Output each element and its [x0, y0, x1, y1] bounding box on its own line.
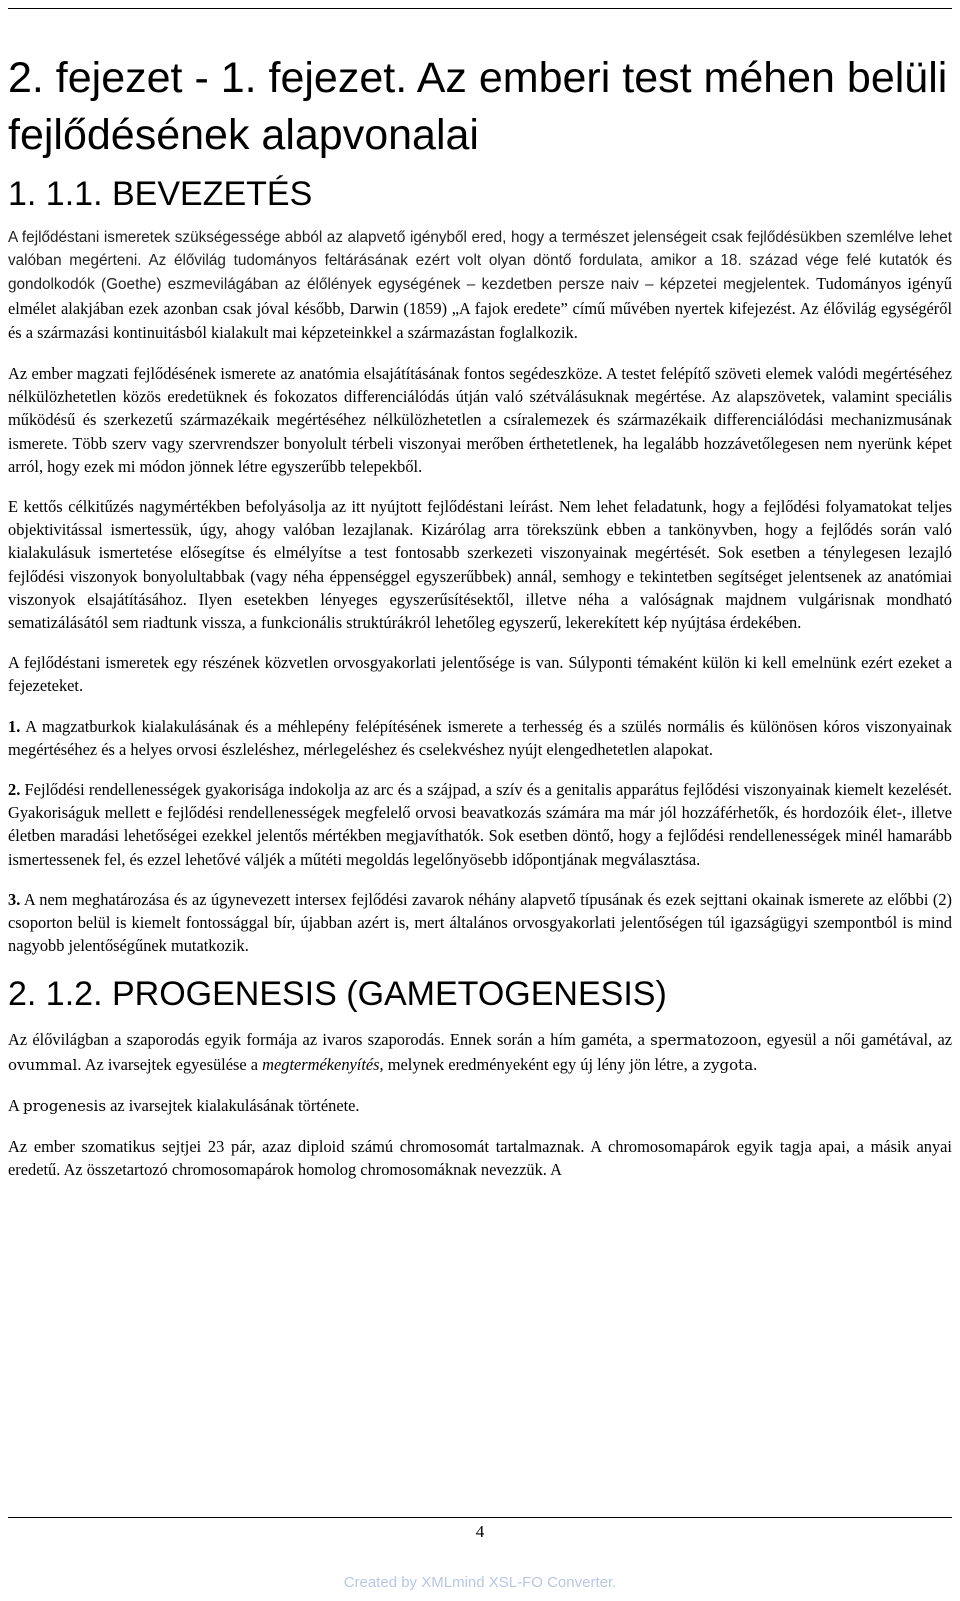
paragraph-intro-part-d: Tudományos igényű elmélet alakjában ezek azonban csak jóval később, Darwin (1859) „A fajok eredete” című művében nyertek kifejezést. Az élővilág egységéről és a származási kontinuitásból kialakult mai képzeteinkkel a származástan foglalkozik.: [8, 274, 952, 342]
list-item-3-text: A nem meghatározása és az úgynevezett intersex fejlődési zavarok néhány alapvető típusának és ezek sejttani okainak ismerete az előbbi (2) csoporton belül is kiemelt fontossággal bír, újabban azért is, mert általános orvosgyakorlati jelentőségen túl igazságügyi szempontból is mind nagyobb jelentőségűnek mutatkozik.: [8, 889, 952, 956]
term-progenesis: progenesis: [23, 1096, 107, 1115]
creator-watermark: Created by XMLmind XSL-FO Converter.: [343, 1574, 617, 1591]
list-item-3: [8, 888, 952, 958]
paragraph-intro-part-c: század vége felé kutatók és gondolkodók (Goethe) eszmevilágában az élőlények egységének – kezdetben persze naiv – képzetei megjelentek.: [8, 252, 953, 294]
list-item-2: [8, 778, 952, 871]
paragraph-intro: [8, 226, 952, 345]
list-item-2-number: 2.: [8, 780, 21, 800]
term-zygota: zygota: [703, 1055, 754, 1074]
section-heading-introduction: 1. 1.1. BEVEZETÉS: [8, 175, 313, 213]
paragraph-reproduction-part-e: .: [753, 1054, 758, 1074]
paragraph-reproduction-part-b: , egyesül a női gamétával, az: [757, 1030, 953, 1050]
paragraph-reproduction-part-a: Az élővilágban a szaporodás egyik formája az ivaros szaporodás. Ennek során a hím gaméta, a: [8, 1030, 651, 1050]
list-item-1-number: 1.: [8, 716, 21, 736]
paragraph-intro-part-b: Az élővilág tudományos feltárásának ezért volt olyan döntő fordulata, amikor a 18.: [148, 252, 742, 270]
paragraph-chromosomes: Az ember szomatikus sejtjei 23 pár, azaz diploid számú chromosomát tartalmaznak. A chromosomapárok egyik tagja apai, a másik anyai eredetű. Az összetartozó chromosomapárok homolog chromosomáknak nevezzük. A: [8, 1137, 952, 1180]
paragraph-progenesis-part-b: az ivarsejtek kialakulásának története.: [106, 1095, 360, 1115]
term-spermatozoon: spermatozoon: [650, 1031, 758, 1050]
list-item-1: [8, 715, 952, 761]
paragraph-progenesis-definition: [8, 1094, 952, 1118]
paragraph-embryology-importance: Az ember magzati fejlődésének ismerete az anatómia elsajátításának fontos segédeszköze. A testet felépítő szöveti elemek valódi megértéséhez nélkülözhetetlen közös eredetüknek és fokozatos differenciálódás útján való szétválásuknak megértése. Az alapszövetek, valamint speciális működésű és szerkezetű származékaik megértéséhez nélkülözhetetlen a csíralemezek és származékaik differenciálódási mechanizmusának ismerete. Több szerv vagy szervrendszer bonyolult térbeli viszonyai merőben érthetetlenek, ha legalább hozzávetőlegesen nem nyerünk képet arról, hogy ezek mi módon jönnek létre egyszerűbb telepekből.: [8, 364, 952, 476]
footer-rule: [8, 1517, 952, 1518]
chapter-title: 2. fejezet - 1. fejezet. Az emberi test méhen belüli fejlődésének alapvonalai: [8, 54, 948, 159]
list-item-2-text: Fejlődési rendellenességek gyakorisága indokolja az arc és a szájpad, a szív és a genitalis apparátus fejlődési viszonyainak kiemelt kezelését. Gyakoriságuk mellett e fejlődési rendellenességek megfelelő orvosi beavatkozás számára ma már jól hozzáférhetők, és hordozóik élet-, illetve életben maradási lehetőségei ezekkel jelentős mértékben megjavíthatók. Sok esetben döntő, hogy a fejlődési rendellenességek minél hamarább ismertessenek fel, és ezzel lehetővé váljék a műtéti megoldás legelőnyösebb időpontjának megválasztása.: [8, 780, 952, 869]
document-page: [8, 50, 952, 1199]
list-item-1-text: A magzatburkok kialakulásának és a méhlepény felépítésének ismerete a terhesség és a szülés normális és különösen kóros viszonyainak megértéséhez és a helyes orvosi észleléshez, mérlegeléshez és cselekvéshez nyújt elengedhetetlen alapokat.: [8, 716, 952, 759]
paragraph-reproduction-part-d: melynek eredményeként egy új lény jön létre, a: [383, 1054, 704, 1074]
list-item-3-number: 3.: [8, 889, 21, 909]
term-ovum: ovummal: [8, 1055, 78, 1074]
section-heading-progenesis: 2. 1.2. PROGENESIS (GAMETOGENESIS): [8, 975, 667, 1014]
paragraph-reproduction: [8, 1028, 952, 1076]
paragraph-reproduction-part-c: . Az ivarsejtek egyesülése a: [77, 1054, 263, 1074]
paragraph-aims: E kettős célkitűzés nagymértékben befolyásolja az itt nyújtott fejlődéstani leírást. Nem lehet feladatunk, hogy a fejlődési folyamatokat teljes objektivitással ismertessük, úgy, ahogy valóban lezajlanak. Kizárólag arra törekszünk ebben a tankönyvben, hogy a fejlődés során való kialakulásuk ismertetése elősegítse és elmélyítse a test fontosabb szerkezeti viszonyainak megértését. Sok esetben a ténylegesen lezajló fejlődési viszonyok bonyolultabbak (vagy néha éppenséggel egyszerűbbek) annál, semhogy e tekintetben segítséget jelentsenek az anatómiai viszonyok elsajátításához. Ilyen esetekben lényeges egyszerűsítésektől, illetve néha a valóságnak majdnem vulgárisnak mondható sematizálásától sem riadtunk vissza, a funkcionális struktúrákról lehetőleg egyszerű, lekerekített kép nyújtása érdekében.: [8, 497, 952, 633]
page-number: 4: [475, 1522, 485, 1541]
paragraph-progenesis-part-a: A: [8, 1095, 24, 1115]
paragraph-intro-part-a: A fejlődéstani ismeretek szükségessége abból az alapvető igényből ered, hogy a természet jelenségeit csak fejlődésükben szemlélve lehet valóban megérteni.: [8, 229, 952, 270]
header-rule: [8, 8, 952, 9]
term-fertilization: megtermékenyítés,: [262, 1054, 384, 1074]
paragraph-clinical-relevance: A fejlődéstani ismeretek egy részének közvetlen orvosgyakorlati jelentősége is van. Súlyponti témaként külön ki kell emelnünk ezért ezeket a fejezeteket.: [8, 653, 952, 696]
